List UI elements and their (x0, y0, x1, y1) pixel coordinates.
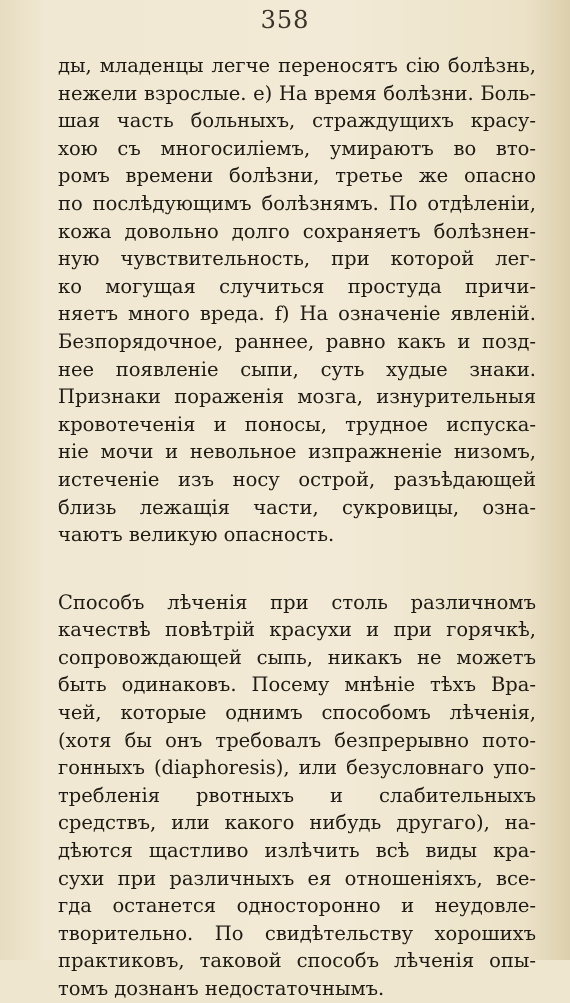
text-line: по послѣдующимъ болѣзнямъ. По отдѣленіи, (58, 191, 536, 215)
text-line: нее появленіе сыпи, суть худые знаки. (58, 357, 536, 381)
text-line: гда останется односторонно и неудовле- (58, 894, 536, 918)
text-line: няетъ много вреда. f) На означеніе явленій. (58, 302, 536, 326)
text-line: ко могущая случиться простуда причи- (58, 274, 536, 298)
text-line: Безпорядочное, раннее, равно какъ и позд- (58, 329, 536, 353)
text-line: быть одинаковъ. Посему мнѣніе тѣхъ Вра- (58, 673, 536, 697)
text-line: чаютъ великую опасность. (58, 523, 335, 547)
page-number: 358 (260, 6, 310, 34)
text-line: качествѣ повѣтрій красухи и при горячкѣ, (58, 618, 536, 642)
body-text (58, 52, 536, 1003)
text-line: кровотеченія и поносы, трудное испуска- (58, 412, 536, 436)
paragraph-treatment (58, 589, 536, 1003)
text-line: чей, которые однимъ способомъ лѣченія, (58, 701, 536, 725)
text-line: средствъ, или какого нибудь другаго), на- (58, 811, 536, 835)
text-line: хою съ многосиліемъ, умираютъ во вто- (58, 136, 536, 160)
text-line: ную чувствительность, при которой лег- (58, 247, 536, 271)
text-line: требленія рвотныхъ и слабительныхъ (58, 783, 536, 807)
paragraph-prognosis (58, 52, 536, 549)
text-line: истеченіе изъ носу острой, разъѣдающей (58, 467, 536, 491)
text-line: ды, младенцы легче переносятъ сію болѣзнь, (58, 54, 536, 77)
text-line: шая часть больныхъ, страждущихъ красу- (58, 109, 536, 133)
text-line: кожа довольно долго сохраняетъ болѣзнен- (58, 219, 536, 243)
text-line: сопровождающей сыпь, никакъ не можетъ (58, 645, 536, 669)
text-line: (хотя бы онъ требовалъ безпрерывно пото- (58, 728, 536, 752)
text-line: сухи при различныхъ ея отношеніяхъ, все- (58, 866, 536, 890)
text-line: томъ дознанъ недостаточнымъ. (58, 977, 385, 1000)
text-line: ніе мочи и невольное изпражненіе низомъ, (58, 440, 536, 464)
text-line: гонныхъ (diaphoresis), или безусловнаго упо- (58, 756, 536, 780)
text-line: нежели взрослые. e) На время болѣзни. Боль- (58, 81, 536, 105)
text-line: практиковъ, таковой способъ лѣченія опы- (58, 949, 536, 973)
text-line: Способъ лѣченія при столь различномъ (58, 590, 536, 614)
text-line: дѣются щастливо излѣчить всѣ виды кра- (58, 839, 536, 863)
text-line: близь лежащія части, сукровицы, озна- (58, 495, 536, 519)
text-line: Признаки пораженія мозга, изнурительныя (58, 385, 536, 409)
text-line: ромъ времени болѣзни, третье же опасно (58, 164, 536, 188)
text-line: творительно. По свидѣтельству хорошихъ (58, 921, 536, 945)
